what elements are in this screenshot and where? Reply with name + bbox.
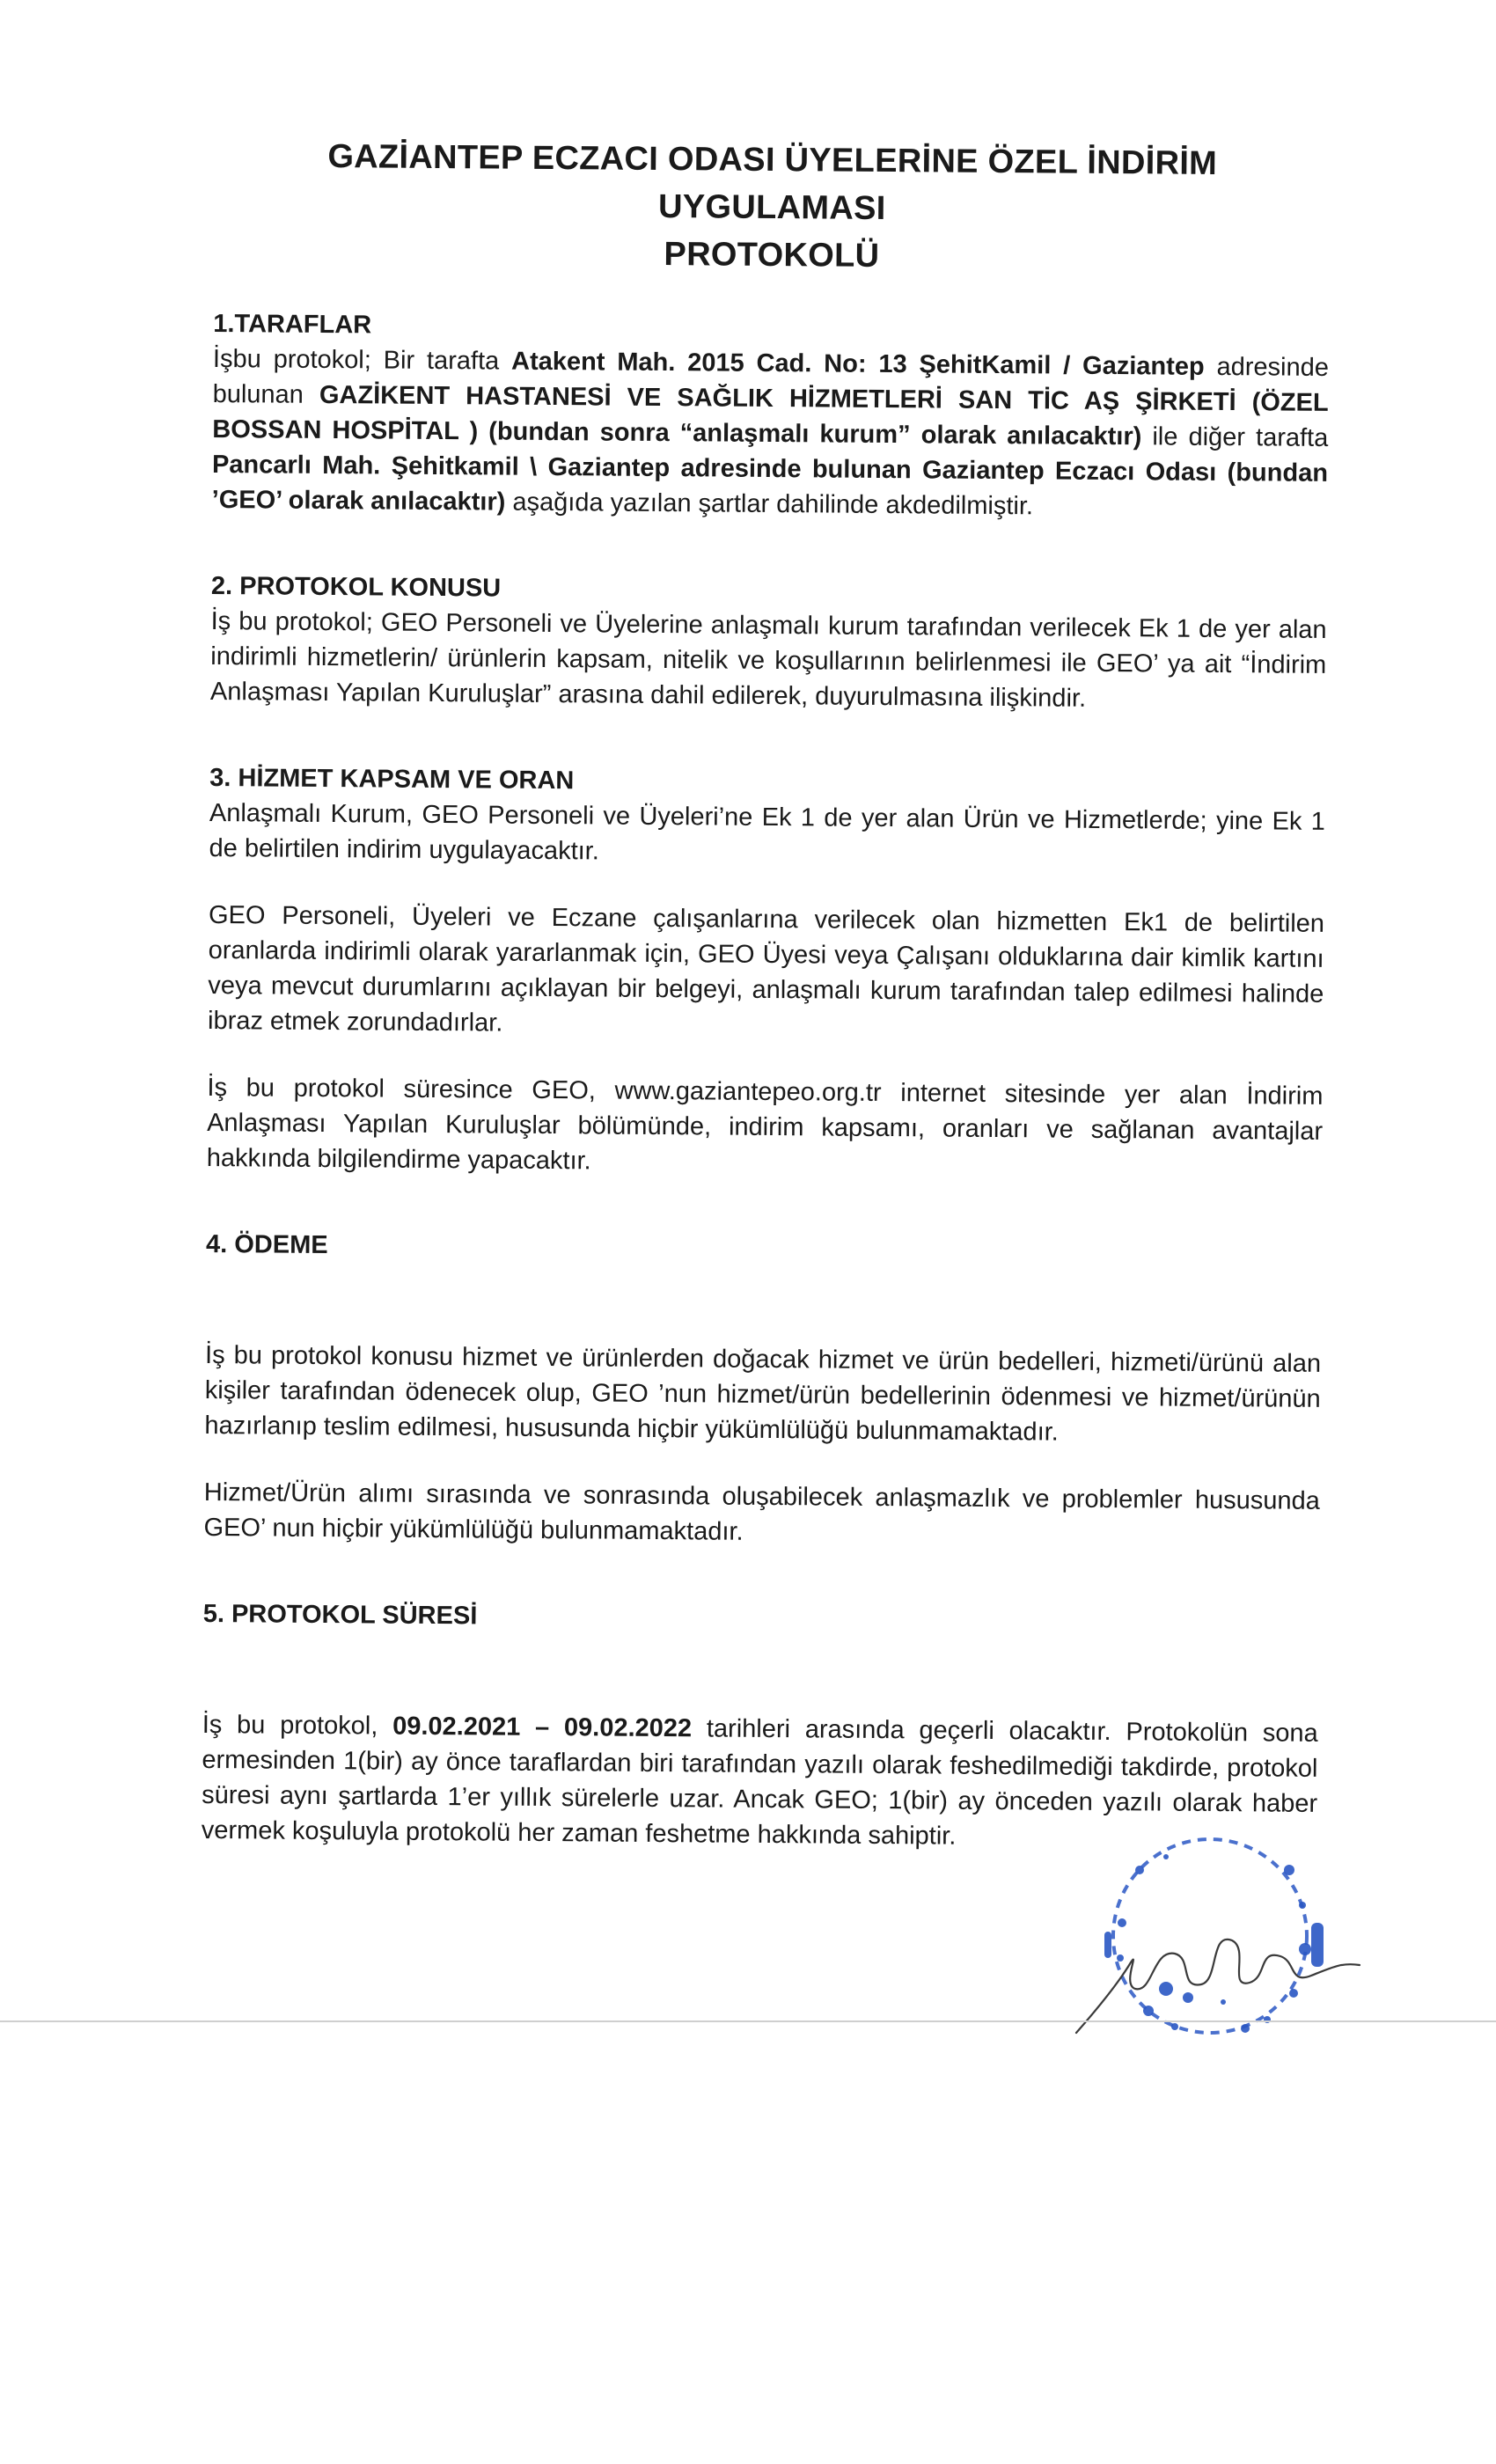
section-heading: 4. ÖDEME	[205, 1229, 328, 1260]
section-paragraph: İş bu protokol; GEO Personeli ve Üyelerine anlaşmalı kurum tarafından verilecek Ek 1 de yer alan indirimli hizmetlerin/ ürünlerin kapsam, nitelik ve koşullarının belirlenmesi ile GEO’ ya ait “İndirim Anlaşması Yapılan Kuruluşlar” arasına dahil edilerek, duyurulmasına ilişkindir.	[209, 606, 1327, 713]
section-paragraph: İş bu protokol süresince GEO, www.gaziantepeo.org.tr internet sitesinde yer alan İndirim Anlaşması Yapılan Kuruluşlar bölümünde, indirim kapsamı, oranları ve sağlanan avantajlar hakkında bilgilendirme yapacaktır.	[206, 1073, 1324, 1176]
text-run: İş bu protokol,	[202, 1710, 393, 1741]
section-heading: 1.TARAFLAR	[213, 309, 372, 340]
address-bold: Atakent Mah. 2015 Cad. No: 13 ŞehitKamil / Gaziantep	[510, 347, 1205, 381]
section-heading: 5. PROTOKOL SÜRESİ	[202, 1599, 478, 1631]
document-body	[202, 132, 1331, 1857]
party-address-bold: Pancarlı Mah. Şehitkamil \ Gaziantep adresinde bulunan Gaziantep Eczacı Odası (bundan ’GEO’ olarak anılacaktır)	[211, 450, 1329, 517]
text-run: aşağıda yazılan şartlar dahilinde akdedilmiştir.	[505, 488, 1034, 521]
section-paragraph	[212, 341, 1330, 526]
text-run: İşbu protokol; Bir tarafta	[212, 344, 512, 376]
scan-edge-line	[0, 2020, 1496, 2022]
text-run: adresinde bulunan	[212, 352, 1330, 409]
party-name-bold: GAZİKENT HASTANESİ VE SAĞLIK HİZMETLERİ SAN TİC AŞ ŞİRKETİ (ÖZEL BOSSAN HOSPİTAL ) (bundan sonra “anlaşmalı kurum” olarak anılacaktır)	[212, 380, 1329, 451]
section-parties	[212, 306, 1330, 526]
section-heading: 2. PROTOKOL KONUSU	[210, 571, 502, 603]
stamp-icon	[1069, 1808, 1368, 2055]
section-paragraph: GEO Personeli, Üyeleri ve Eczane çalışanlarına verilecek olan hizmetten Ek1 de belirtilen oranlarda indirimli olarak yararlanmak için, GEO Üyesi veya Çalışanı olduklarına dair kimlik kartını veya mevcut durumlarını açıklayan bir belgeyi, anlaşmalı kurum tarafından talep edilmesi halinde ibraz etmek zorundadırlar.	[207, 900, 1325, 1038]
text-run: tarihleri arasında geçerli olacaktır. Protokolün sona ermesinden 1(bir) ay önce taraflardan biri tarafından yazılı olarak feshedilmediği takdirde, protokol süresi aynı şartlarda 1’er yıllık sürelerle uzar. Ancak GEO; 1(bir) ay önceden yazılı olarak haber vermek koşuluyla protokolü her zaman feshetme hakkında sahiptir.	[201, 1714, 1318, 1851]
text-run: ile diğer tarafta	[1141, 422, 1329, 452]
section-paragraph: İş bu protokol konusu hizmet ve ürünlerden doğacak hizmet ve ürün bedelleri, hizmeti/ürünü alan kişiler tarafından ödenecek olup, GEO ’nun hizmet/ürün bedellerinin ödenmesi ve hizmet/ürünün hazırlanıp teslim edilmesi, hususunda hiçbir yükümlülüğü bulunmamaktadır.	[204, 1340, 1322, 1447]
title-line-1: GAZİANTEP ECZACI ODASI ÜYELERİNE ÖZEL İNDİRİM UYGULAMASI	[327, 138, 1218, 227]
section-scope	[207, 760, 1326, 1184]
title-line-2: PROTOKOLÜ	[664, 236, 880, 275]
section-payment	[203, 1227, 1322, 1554]
section-paragraph: Hizmet/Ürün alımı sırasında ve sonrasında oluşabilecek anlaşmazlık ve problemler hususunda GEO’ nun hiçbir yükümlülüğü bulunmamaktadır.	[203, 1478, 1320, 1546]
section-heading: 3. HİZMET KAPSAM VE ORAN	[209, 763, 575, 796]
section-paragraph: Anlaşmalı Kurum, GEO Personeli ve Üyeleri’ne Ek 1 de yer alan Ürün ve Hizmetlerde; yine Ek 1 de belirtilen indirim uygulayacaktır.	[209, 798, 1326, 866]
date-range-bold: 09.02.2021 – 09.02.2022	[392, 1712, 693, 1743]
document-title	[214, 132, 1331, 283]
section-subject	[210, 568, 1327, 718]
